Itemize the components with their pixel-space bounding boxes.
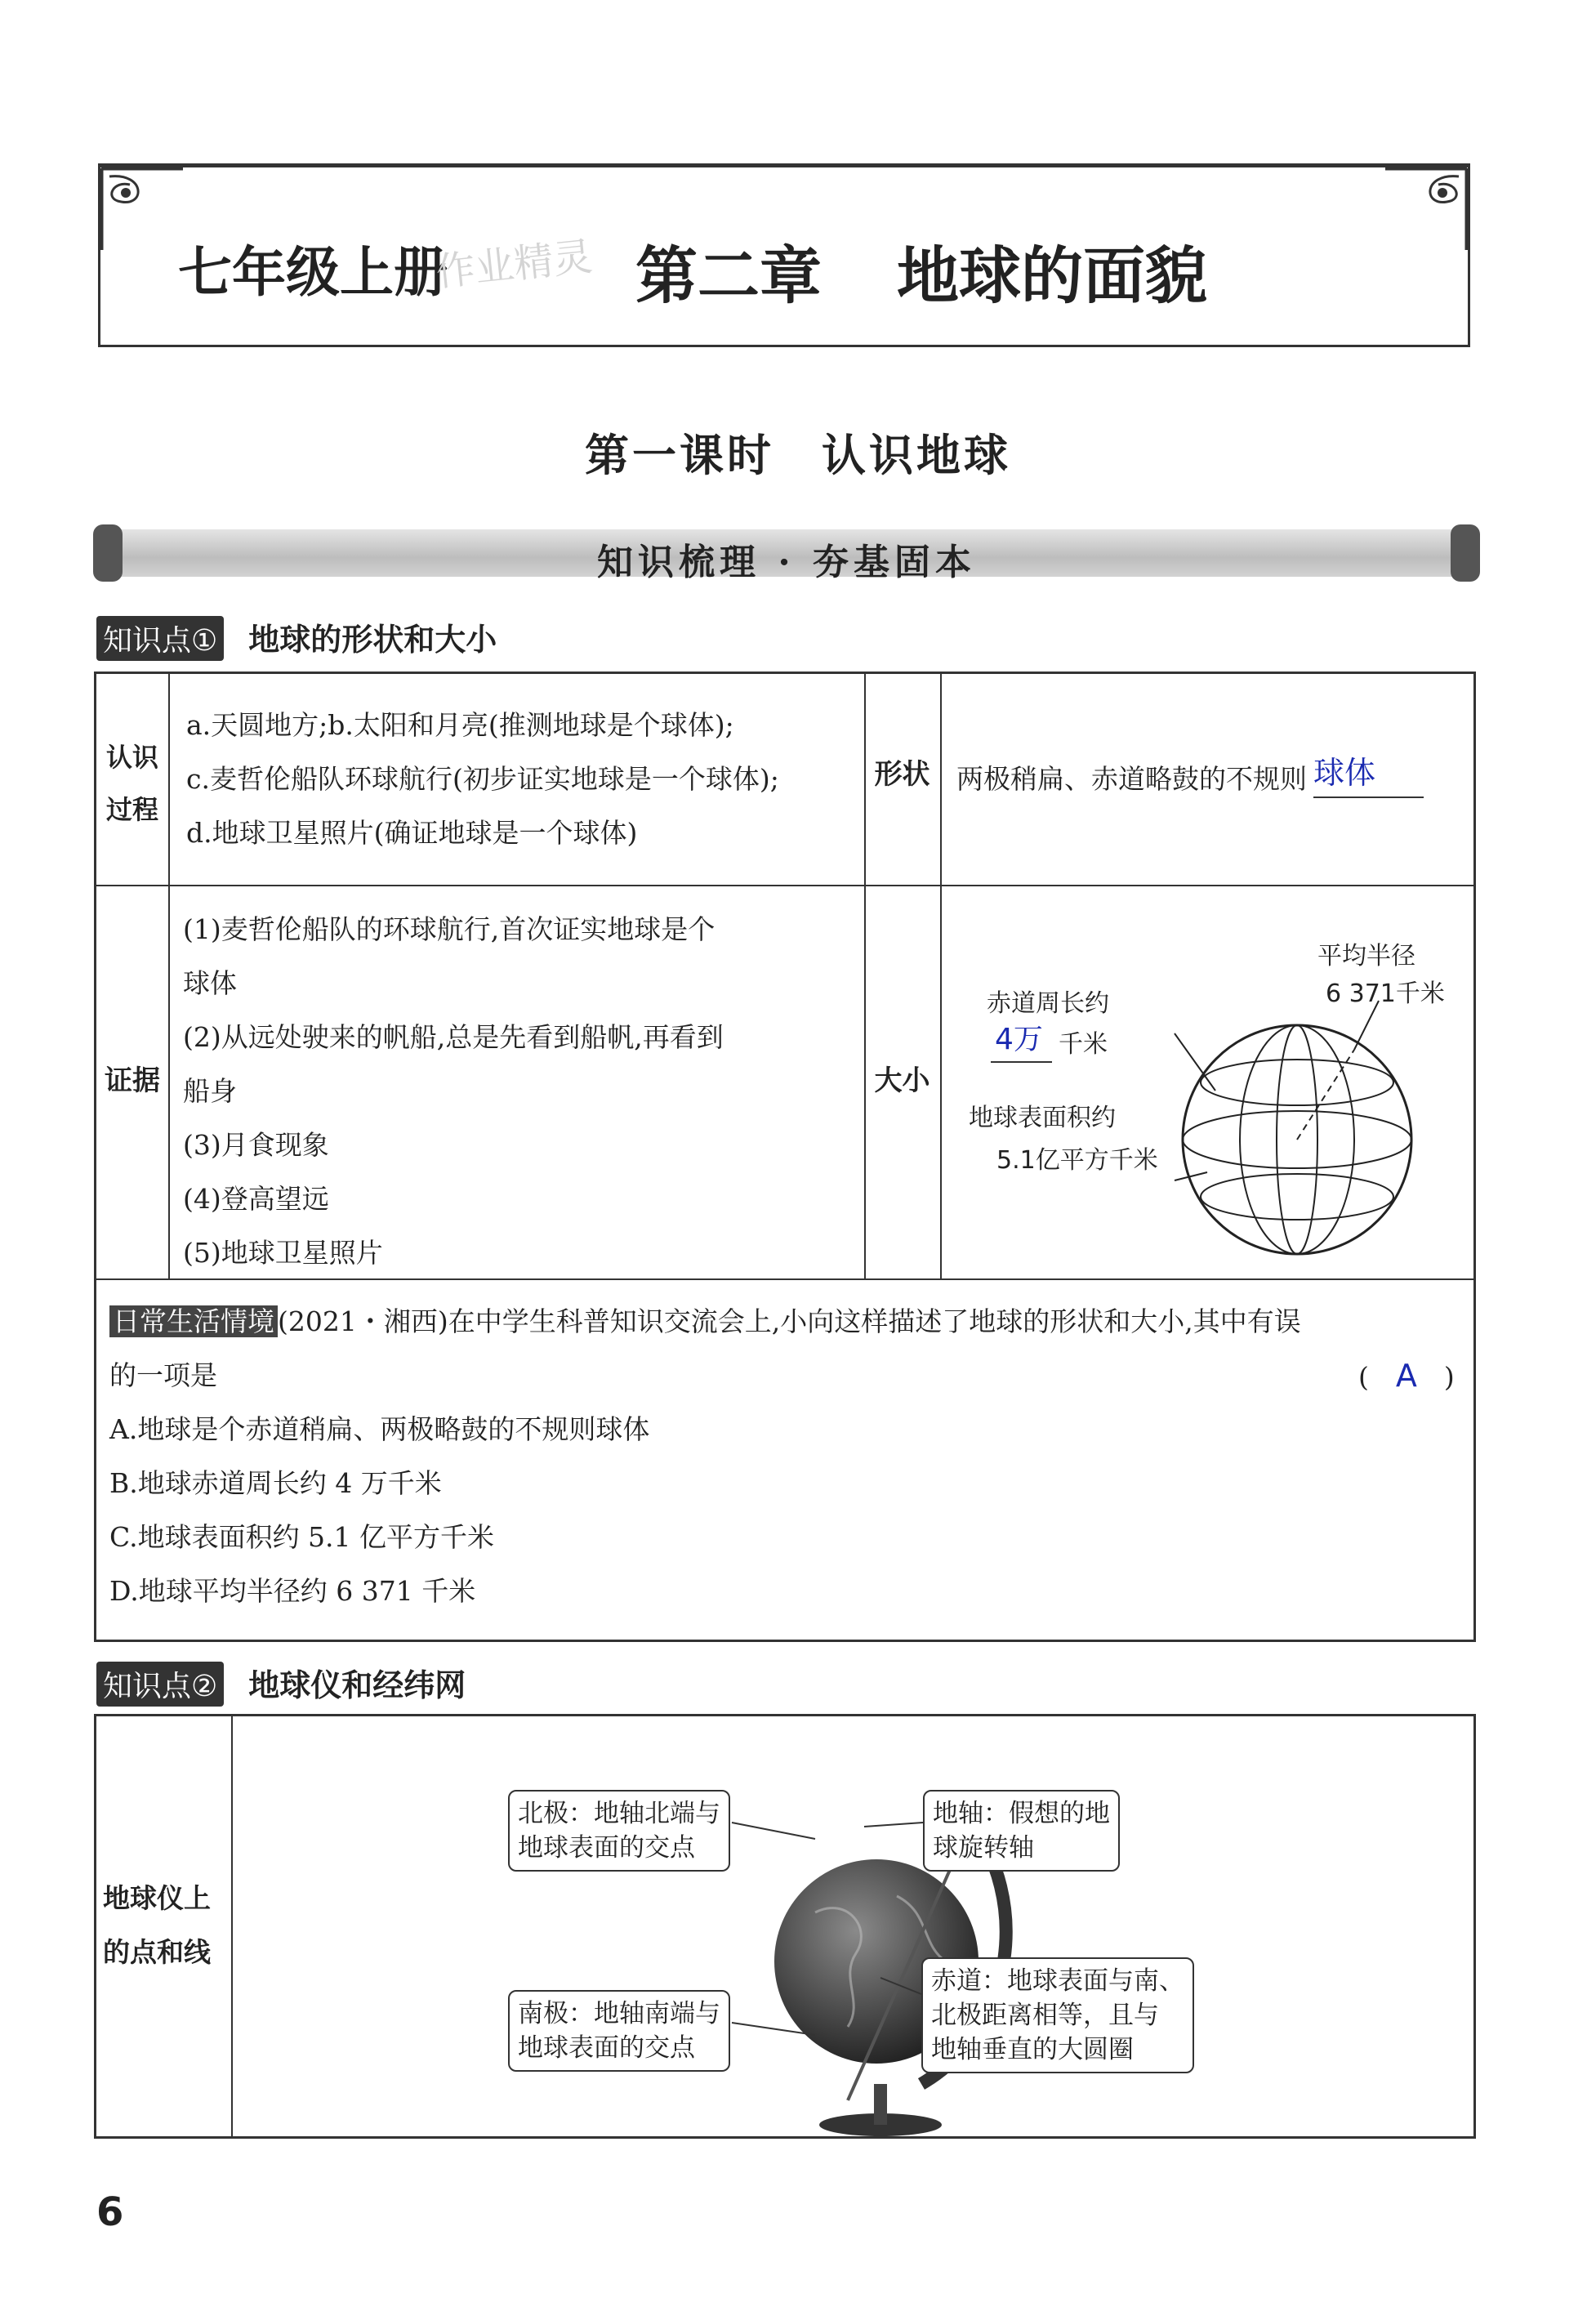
callout-equator: 赤道：地球表面与南、 北极距离相等，且与 地轴垂直的大圆圈 [921, 1957, 1194, 2073]
process-line: a.天圆地方;b.太阳和月亮(推测地球是个球体); [186, 709, 734, 741]
earth-size-diagram [1117, 984, 1460, 1262]
lesson-title: 第一课时 认识地球 [585, 429, 1011, 481]
option-d: D.地球平均半径约 6 371 千米 [109, 1575, 476, 1607]
radius-value: 6 371千米 [1326, 979, 1445, 1008]
process-line: d.地球卫星照片(确证地球是一个球体) [186, 817, 638, 849]
chapter-title: 地球的面貌 [897, 239, 1207, 312]
evidence-header: 证据 [105, 1064, 160, 1097]
option-b: B.地球赤道周长约 4 万千米 [109, 1467, 442, 1499]
area-title: 地球表面积约 [969, 1104, 1116, 1132]
section-header-bar [96, 529, 1477, 583]
kp1-table [94, 672, 1476, 1642]
answer-underline [991, 1061, 1052, 1063]
ornament-corner-right-icon [1381, 164, 1471, 254]
chapter-banner [98, 163, 1470, 347]
option-c: C.地球表面积约 5.1 亿平方千米 [109, 1521, 495, 1553]
answer-bracket: ( A ) [1358, 1358, 1455, 1394]
kp2-table [94, 1714, 1476, 2139]
kp1-heading [96, 614, 497, 661]
divider [96, 885, 1473, 886]
equator-unit: 千米 [1059, 1030, 1108, 1059]
question-tag: 日常生活情境 [109, 1305, 278, 1337]
radius-title: 平均半径 [1317, 942, 1415, 971]
size-header: 大小 [874, 1064, 930, 1097]
kp1-title: 地球的形状和大小 [248, 622, 497, 658]
evidence-line: (3)月食现象 [183, 1129, 329, 1161]
page-number: 6 [96, 2189, 124, 2235]
evidence-line: (2)从远处驶来的帆船,总是先看到船帆,再看到 [183, 1021, 724, 1053]
kp2-title: 地球仪和经纬网 [248, 1667, 466, 1703]
area-value: 5.1亿平方千米 [996, 1146, 1158, 1175]
chapter-number: 第二章 [635, 239, 822, 312]
kp1-label: 知识点① [96, 616, 224, 661]
process-line: c.麦哲伦船队环球航行(初步证实地球是一个球体); [186, 763, 779, 795]
question-stem [109, 1295, 1301, 1349]
equator-title: 赤道周长约 [987, 989, 1109, 1018]
question-stem-line1: (2021・湘西)在中学生科普知识交流会上,小向这样描述了地球的形状和大小,其中有误 [278, 1305, 1301, 1337]
grade-label: 七年级上册 [178, 240, 448, 304]
option-a: A.地球是个赤道稍扁、两极略鼓的不规则球体 [109, 1413, 650, 1445]
callout-south-pole: 南极：地轴南端与 地球表面的交点 [508, 1990, 730, 2072]
kp2-label: 知识点② [96, 1662, 224, 1707]
process-header: 认识过程 [105, 742, 158, 825]
callout-leader-lines [96, 1716, 1473, 2136]
question-answer: A [1395, 1358, 1417, 1394]
kp2-heading [96, 1660, 466, 1707]
evidence-line: (1)麦哲伦船队的环球航行,首次证实地球是个 [183, 913, 716, 945]
ornament-corner-left-icon [97, 164, 187, 254]
equator-answer: 4万 [995, 1023, 1043, 1056]
section-title: 知识梳理 · 夯基固本 [597, 542, 976, 583]
callout-earth-axis: 地轴：假想的地 球旋转轴 [923, 1790, 1120, 1872]
scroll-end-right-icon [1451, 524, 1480, 582]
callout-north-pole: 北极：地轴北端与 地球表面的交点 [508, 1790, 730, 1872]
divider [168, 674, 170, 1278]
question-stem-line2: 的一项是 [109, 1359, 217, 1391]
shape-header: 形状 [874, 758, 930, 791]
watermark-text: 作业精灵 [434, 234, 595, 296]
shape-answer: 球体 [1313, 755, 1376, 791]
answer-underline [1313, 796, 1424, 798]
shape-text: 两极稍扁、赤道略鼓的不规则 [956, 763, 1307, 795]
evidence-line: 球体 [183, 967, 237, 999]
evidence-line: (5)地球卫星照片 [183, 1237, 383, 1269]
evidence-line: 船身 [183, 1075, 237, 1107]
divider [940, 674, 942, 1278]
globe-row-header: 地球仪上的点和线 [103, 1882, 211, 1968]
evidence-line: (4)登高望远 [183, 1183, 329, 1215]
